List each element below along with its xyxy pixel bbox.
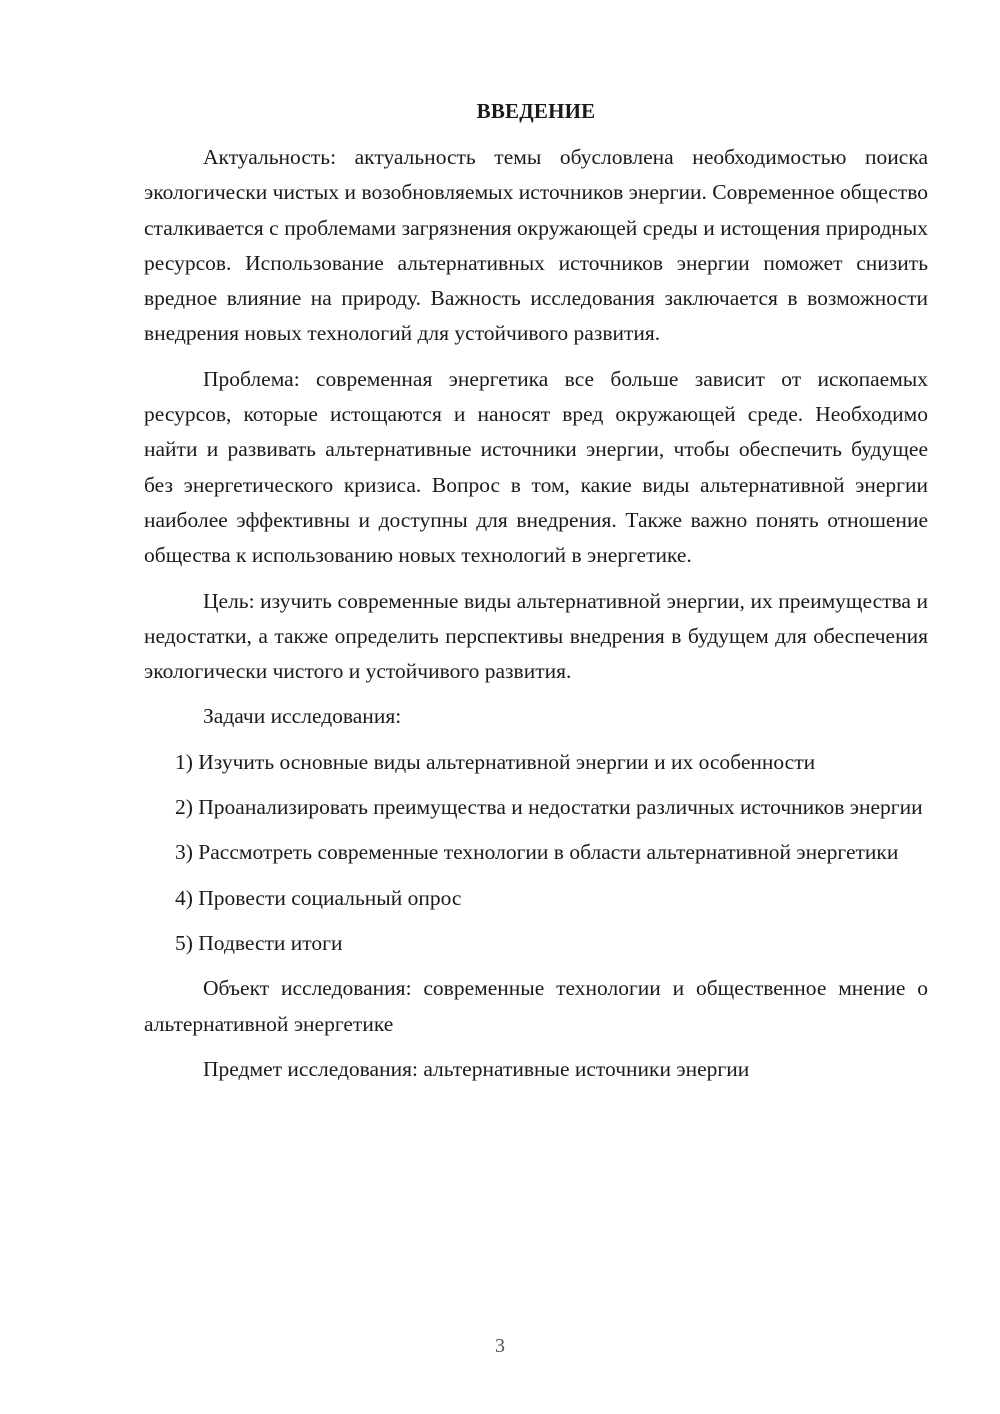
task-item: 5) Подвести итоги [175, 930, 343, 955]
paragraph-goal: Цель: изучить современные виды альтернативной энергии, их преимущества и недостатки, а также определить перспективы внедрения в будущем для обеспечения экологически чистого и устойчивого развития. [144, 588, 928, 684]
tasks-heading: Задачи исследования: [203, 704, 402, 729]
paragraph-problem: Проблема: современная энергетика все больше зависит от ископаемых ресурсов, которые истощаются и наносят вред окружающей среде. Необходимо найти и развивать альтернативные источники энергии, чтобы обеспечить будущее без энергетического кризиса. Вопрос в том, какие виды альтернативной энергии наиболее эффективны и доступны для внедрения. Также важно понять отношение общества к использованию новых технологий в энергетике. [144, 366, 928, 568]
task-item: 4) Провести социальный опрос [175, 885, 462, 910]
paragraph-relevance: Актуальность: актуальность темы обусловлена необходимостью поиска экологически чистых и возобновляемых источников энергии. Современное общество сталкивается с проблемами загрязнения окружающей среды и истощения природных ресурсов. Использование альтернативных источников энергии поможет снизить вредное влияние на природу. Важность исследования заключается в возможности внедрения новых технологий для устойчивого развития. [144, 145, 928, 346]
document-page [144, 96, 928, 1097]
section-title: ВВЕДЕНИЕ [476, 99, 596, 123]
paragraph-object: Объект исследования: современные технологии и общественное мнение о альтернативной энергетике [144, 976, 928, 1036]
paragraph-subject: Предмет исследования: альтернативные источники энергии [203, 1056, 750, 1081]
task-item: 2) Проанализировать преимущества и недостатки различных источников энергии [175, 795, 923, 820]
task-item: 1) Изучить основные виды альтернативной энергии и их особенности [175, 749, 816, 774]
task-item: 3) Рассмотреть современные технологии в области альтернативной энергетики [175, 840, 899, 865]
page-number: 3 [495, 1335, 505, 1357]
